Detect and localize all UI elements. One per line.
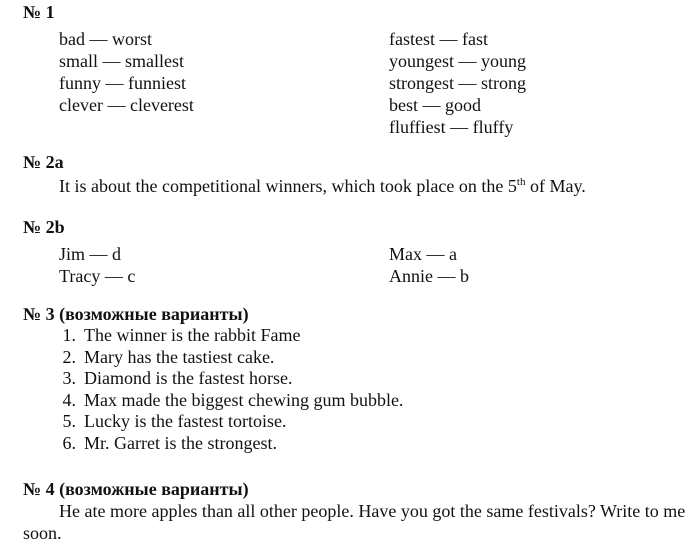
list-number: 2.	[62, 346, 76, 367]
exercise-1-heading: № 1	[23, 2, 55, 22]
list-text: Mr. Garret is the strongest.	[84, 432, 277, 453]
list-text: Mary has the tastiest cake.	[84, 346, 275, 367]
ex1-left-pair: clever — cleverest	[59, 95, 194, 115]
ex4-answer: He ate more apples than all other people. Have you got the same festivals? Write to me soon.	[23, 501, 686, 543]
list-number: 5.	[62, 411, 76, 431]
list-item	[48, 325, 403, 347]
list-item	[48, 390, 403, 412]
ex2a-superscript: th	[516, 176, 526, 188]
ex1-right-pair: fluffiest — fluffy	[389, 117, 514, 137]
list-number: 3.	[62, 368, 76, 388]
exercise-2a-heading: № 2a	[23, 152, 64, 172]
list-item	[48, 411, 403, 433]
exercise-2b-heading: № 2b	[23, 217, 65, 237]
ex1-right-pair: best — good	[389, 95, 481, 115]
ex1-left-pair: funny — funniest	[59, 73, 186, 93]
ex2a-answer	[23, 175, 700, 197]
ex1-left-pair: bad — worst	[59, 29, 152, 49]
list-text: Lucky is the fastest tortoise.	[84, 411, 287, 431]
ex1-right-pair: strongest — strong	[389, 73, 526, 93]
list-text: The winner is the rabbit Fame	[84, 325, 301, 345]
ex2b-match: Tracy — c	[59, 266, 136, 286]
ex1-left-pair: small — smallest	[59, 51, 184, 71]
list-number: 1.	[62, 325, 76, 345]
ex2b-match: Annie — b	[389, 266, 469, 286]
ex1-right-pair: youngest — young	[389, 51, 526, 71]
exercise-3-heading: № 3 (возможные варианты)	[23, 304, 249, 324]
ex1-right-pair: fastest — fast	[389, 29, 488, 49]
ex2a-text: It is about the competitional winners, which took place on the 5	[59, 176, 517, 196]
exercise-4-heading: № 4 (возможные варианты)	[23, 479, 249, 499]
ex2b-match: Jim — d	[59, 244, 122, 264]
list-number: 6.	[62, 432, 76, 453]
ex3-list	[48, 325, 403, 454]
ex2a-text-end: of May.	[525, 176, 586, 196]
ex2b-match: Max — a	[389, 244, 457, 264]
list-number: 4.	[62, 389, 76, 410]
list-item	[48, 433, 403, 455]
list-item	[48, 347, 403, 369]
list-text: Diamond is the fastest horse.	[84, 368, 293, 388]
list-text: Max made the biggest chewing gum bubble.	[84, 389, 404, 410]
list-item	[48, 368, 403, 390]
